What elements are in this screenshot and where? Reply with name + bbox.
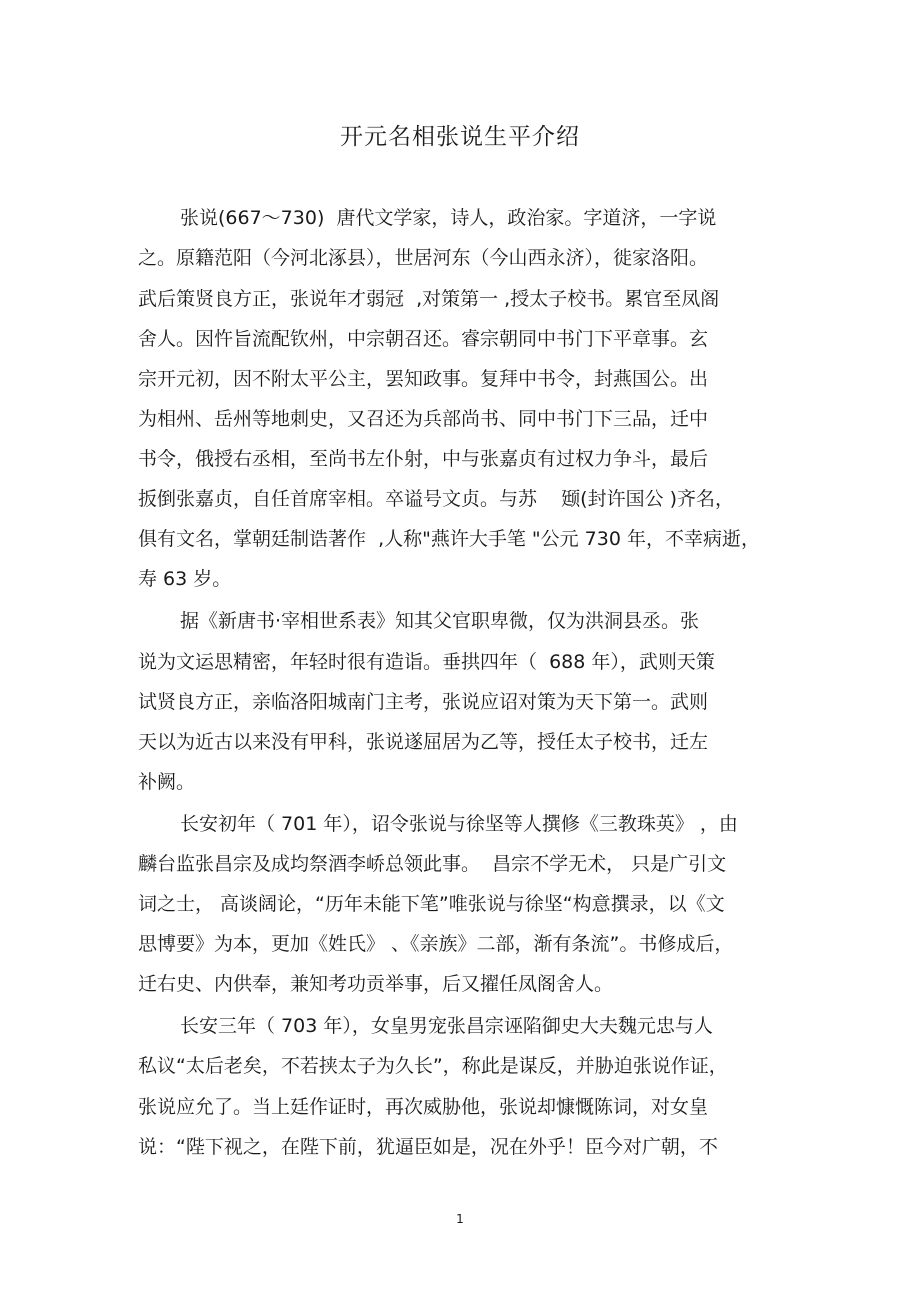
paragraph-line: 宗开元初，因不附太平公主，罢知政事。复拜中书令，封燕国公。出 <box>138 368 709 390</box>
paragraph-line: 迁右史、内供奉，兼知考功贡举事，后又擢任凤阁舍人。 <box>138 973 614 995</box>
paragraph-line: 说为文运思精密，年轻时很有造诣。垂拱四年（ 688 年），武则天策 <box>138 651 715 673</box>
paragraph-line: 为相州、岳州等地刺史，又召还为兵部尚书、同中书门下三品，迁中 <box>138 408 709 430</box>
paragraph-line: 张说应允了。当上廷作证时，再次威胁他，张说却慷慨陈词，对女皇 <box>138 1096 709 1118</box>
document-title: 开元名相张说生平介绍 <box>340 124 580 150</box>
paragraph-line: 舍人。因忤旨流配钦州，中宗朝召还。睿宗朝同中书门下平章事。玄 <box>138 328 709 350</box>
paragraph-line: 武后策贤良方正，张说年才弱冠 ,对策第一 ,授太子校书。累官至凤阁 <box>138 288 720 310</box>
paragraph-line: 寿 63 岁。 <box>138 568 232 590</box>
paragraph-line: 长安三年（ 703 年），女皇男宠张昌宗诬陷御史大夫魏元忠与人 <box>180 1015 713 1037</box>
paragraph-line: 书令，俄授右丞相，至尚书左仆射，中与张嘉贞有过权力争斗，最后 <box>138 448 709 470</box>
paragraph-line: 说：“陛下视之，在陛下前，犹逼臣如是，况在外乎！臣今对广朝，不 <box>138 1136 718 1158</box>
paragraph-line: 思博要》为本，更加《姓氏》 、《亲族》二部，渐有条流”。书修成后， <box>138 933 734 955</box>
page-number: 1 <box>456 1212 464 1226</box>
paragraph-line: 私议“太后老矣，不若挟太子为久长”，称此是谋反，并胁迫张说作证， <box>138 1055 728 1077</box>
paragraph-line: 补阙。 <box>138 771 196 793</box>
paragraph-line: 词之士， 高谈阔论，“历年未能下笔”唯张说与徐坚“构意撰录，以《文 <box>138 893 725 915</box>
paragraph-line: 张说(667～730) 唐代文学家，诗人，政治家。字道济，一字说 <box>180 207 717 229</box>
paragraph-line: 试贤良方正，亲临洛阳城南门主考，张说应诏对策为天下第一。武则 <box>138 691 709 713</box>
paragraph-line: 据《新唐书·宰相世系表》知其父官职卑微，仅为洪洞县丞。张 <box>180 610 700 632</box>
paragraph-line: 长安初年（ 701 年），诏令张说与徐坚等人撰修《三教珠英》 ，由 <box>180 813 738 835</box>
paragraph-line: 天以为近古以来没有甲科，张说遂屈居为乙等，授任太子校书，迁左 <box>138 731 709 753</box>
paragraph-line: 麟台监张昌宗及成均祭酒李峤总领此事。 昌宗不学无术， 只是广引文 <box>138 853 727 875</box>
paragraph-line: 扳倒张嘉贞，自任首席宰相。卒谥号文贞。与苏 颋(封许国公 )齐名， <box>138 488 735 510</box>
paragraph-line: 俱有文名，掌朝廷制诰著作 ,人称"燕许大手笔 "公元 730 年，不幸病逝， <box>138 528 760 550</box>
paragraph-line: 之。原籍范阳（今河北涿县），世居河东（今山西永济），徙家洛阳。 <box>138 247 709 269</box>
